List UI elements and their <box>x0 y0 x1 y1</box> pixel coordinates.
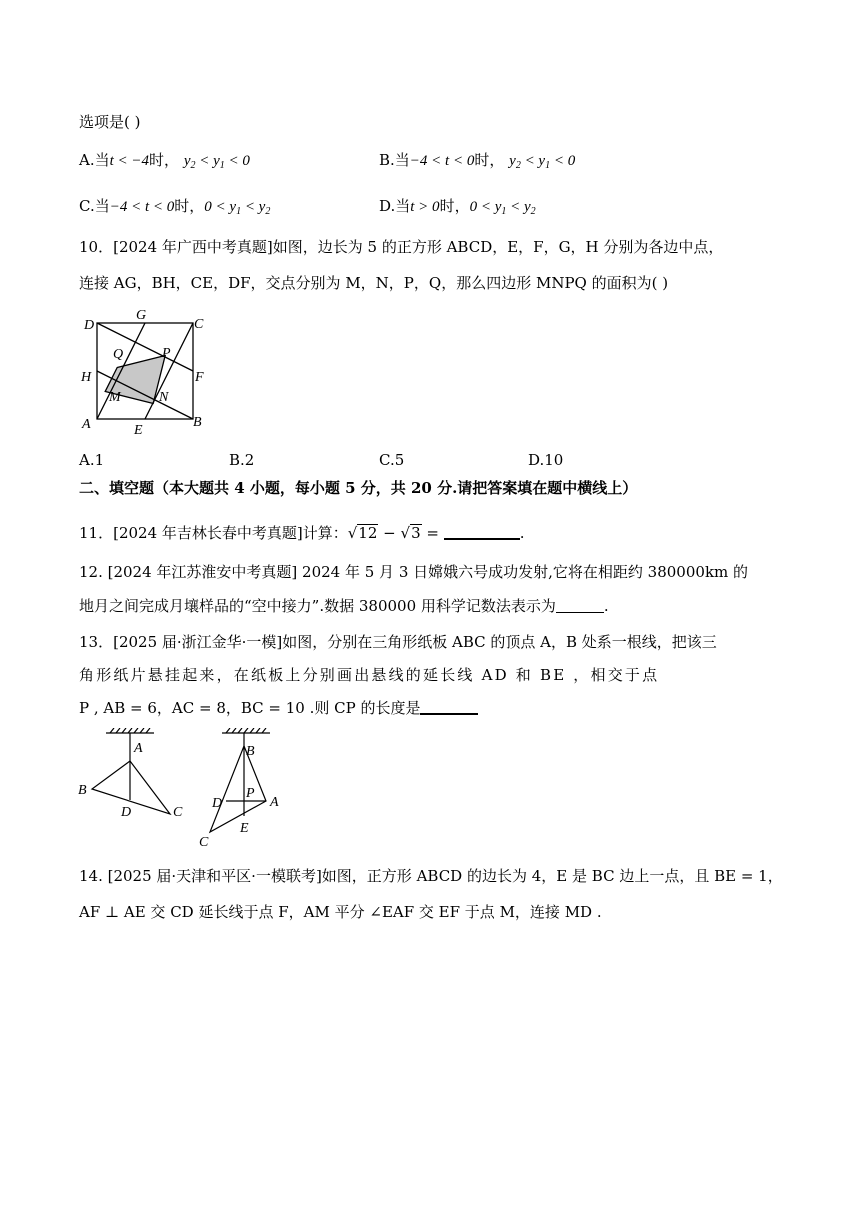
option-label: A.当 <box>79 151 110 169</box>
label-c-left: C <box>173 805 183 820</box>
q10-choice-c: C.5 <box>379 451 405 469</box>
q10-choice-d: D.10 <box>528 451 564 469</box>
q10-choice-b: B.2 <box>229 451 255 469</box>
label-d-left: D <box>121 805 132 820</box>
option-when: 时， <box>439 197 470 215</box>
option-when: 时， <box>149 151 180 169</box>
label-d-right: D <box>212 796 223 811</box>
label-b: B <box>193 415 202 430</box>
q11-answer-blank <box>444 524 520 540</box>
q14-line2: AF ⊥ AE 交 CD 延长线于点 F，AM 平分 ∠EAF 交 EF 于点 M，连接 MD . <box>79 903 602 921</box>
section-heading: 二、填空题（本大题共 4 小题，每小题 5 分，共 20 分.请把答案填在题中横线上） <box>79 479 638 497</box>
q12-text: 地月之间完成月壤样品的“空中接力”.数据 380000 用科学记数法表示为 <box>79 597 556 615</box>
q14-line1: 14. [2025 届·天津和平区·一模联考]如图，正方形 ABCD 的边长为 4，E 是 BC 边上一点，且 BE = 1， <box>79 867 783 885</box>
label-g: G <box>136 308 147 323</box>
option-condition: t > 0 <box>410 199 440 215</box>
option-condition: t < −4 <box>109 153 150 169</box>
period: . <box>603 597 609 615</box>
option-inequality: $0 < y_1 < y_2$ <box>469 199 536 217</box>
q9-option-c <box>79 195 270 223</box>
q12-answer-blank <box>556 598 604 613</box>
label-a-left: A <box>134 741 143 756</box>
option-label: C.当 <box>79 197 110 215</box>
label-e: E <box>134 423 143 438</box>
label-h: H <box>81 370 92 385</box>
q9-option-d <box>379 195 536 223</box>
option-condition: −4 < t < 0 <box>409 153 475 169</box>
q10-line1: 10．[2024 年广西中考真题]如图，边长为 5 的正方形 ABCD，E，F，G，H 分别为各边中点， <box>79 238 724 256</box>
q12-line1: 12. [2024 年江苏淮安中考真题] 2024 年 5 月 3 日嫦娥六号成功发射,它将在相距约 380000km 的 <box>79 563 749 581</box>
label-d: D <box>84 318 95 333</box>
period: . <box>519 524 525 542</box>
q10-choice-a: A.1 <box>79 451 105 469</box>
label-a: A <box>82 417 91 432</box>
equals-sign: = <box>421 524 444 542</box>
label-m: M <box>109 390 121 405</box>
q9-option-a <box>79 149 250 177</box>
label-p-right: P <box>246 786 255 801</box>
q10-line2: 连接 AG，BH，CE，DF，交点分别为 M，N，P，Q，那么四边形 MNPQ 的面积为( ) <box>79 274 669 292</box>
q13-triangle-figure <box>76 728 306 856</box>
label-c-right: C <box>199 835 209 850</box>
option-inequality: $y_2 < y_1 < 0$ <box>509 153 576 171</box>
q13-line1: 13．[2025 届·浙江金华·一模]如图，分别在三角形纸板 ABC 的顶点 A，B 处系一根线，把该三 <box>79 633 717 651</box>
q13-text: P , AB = 6，AC = 8，BC = 10 .则 CP 的长度是 <box>79 699 421 717</box>
q13-answer-blank <box>420 699 478 715</box>
option-when: 时， <box>174 197 205 215</box>
triangle-right <box>210 746 266 832</box>
hatch-left <box>110 728 150 733</box>
label-e-right: E <box>240 821 249 836</box>
q13-line3 <box>79 697 478 719</box>
q9-tail: 选项是( ) <box>79 113 141 131</box>
option-when: 时， <box>474 151 505 169</box>
option-label: D.当 <box>379 197 411 215</box>
label-q: Q <box>113 347 124 362</box>
hatch-right <box>226 728 266 733</box>
q12-line2 <box>79 595 609 617</box>
label-b-right: B <box>246 744 255 759</box>
q9-option-b <box>379 149 575 177</box>
label-b-left: B <box>78 783 87 798</box>
q13-line2: 角形纸片悬挂起来，在纸板上分别画出悬线的延长线 AD 和 BE ，相交于点 <box>79 666 660 684</box>
sqrt-12: √12 <box>347 524 378 542</box>
label-c: C <box>194 317 204 332</box>
sqrt-3: √3 <box>400 524 421 542</box>
label-p: P <box>162 346 171 361</box>
q10-square-figure <box>76 308 210 438</box>
label-n: N <box>159 390 169 405</box>
q11-line <box>79 522 525 544</box>
label-a-right: A <box>270 795 279 810</box>
option-label: B.当 <box>379 151 410 169</box>
option-condition: −4 < t < 0 <box>109 199 175 215</box>
label-f: F <box>195 370 204 385</box>
option-inequality: $y_2 < y_1 < 0$ <box>183 153 250 171</box>
q11-prefix: 11．[2024 年吉林长春中考真题]计算： <box>79 524 348 542</box>
minus-sign: − <box>378 524 401 542</box>
option-inequality: $0 < y_1 < y_2$ <box>204 199 271 217</box>
